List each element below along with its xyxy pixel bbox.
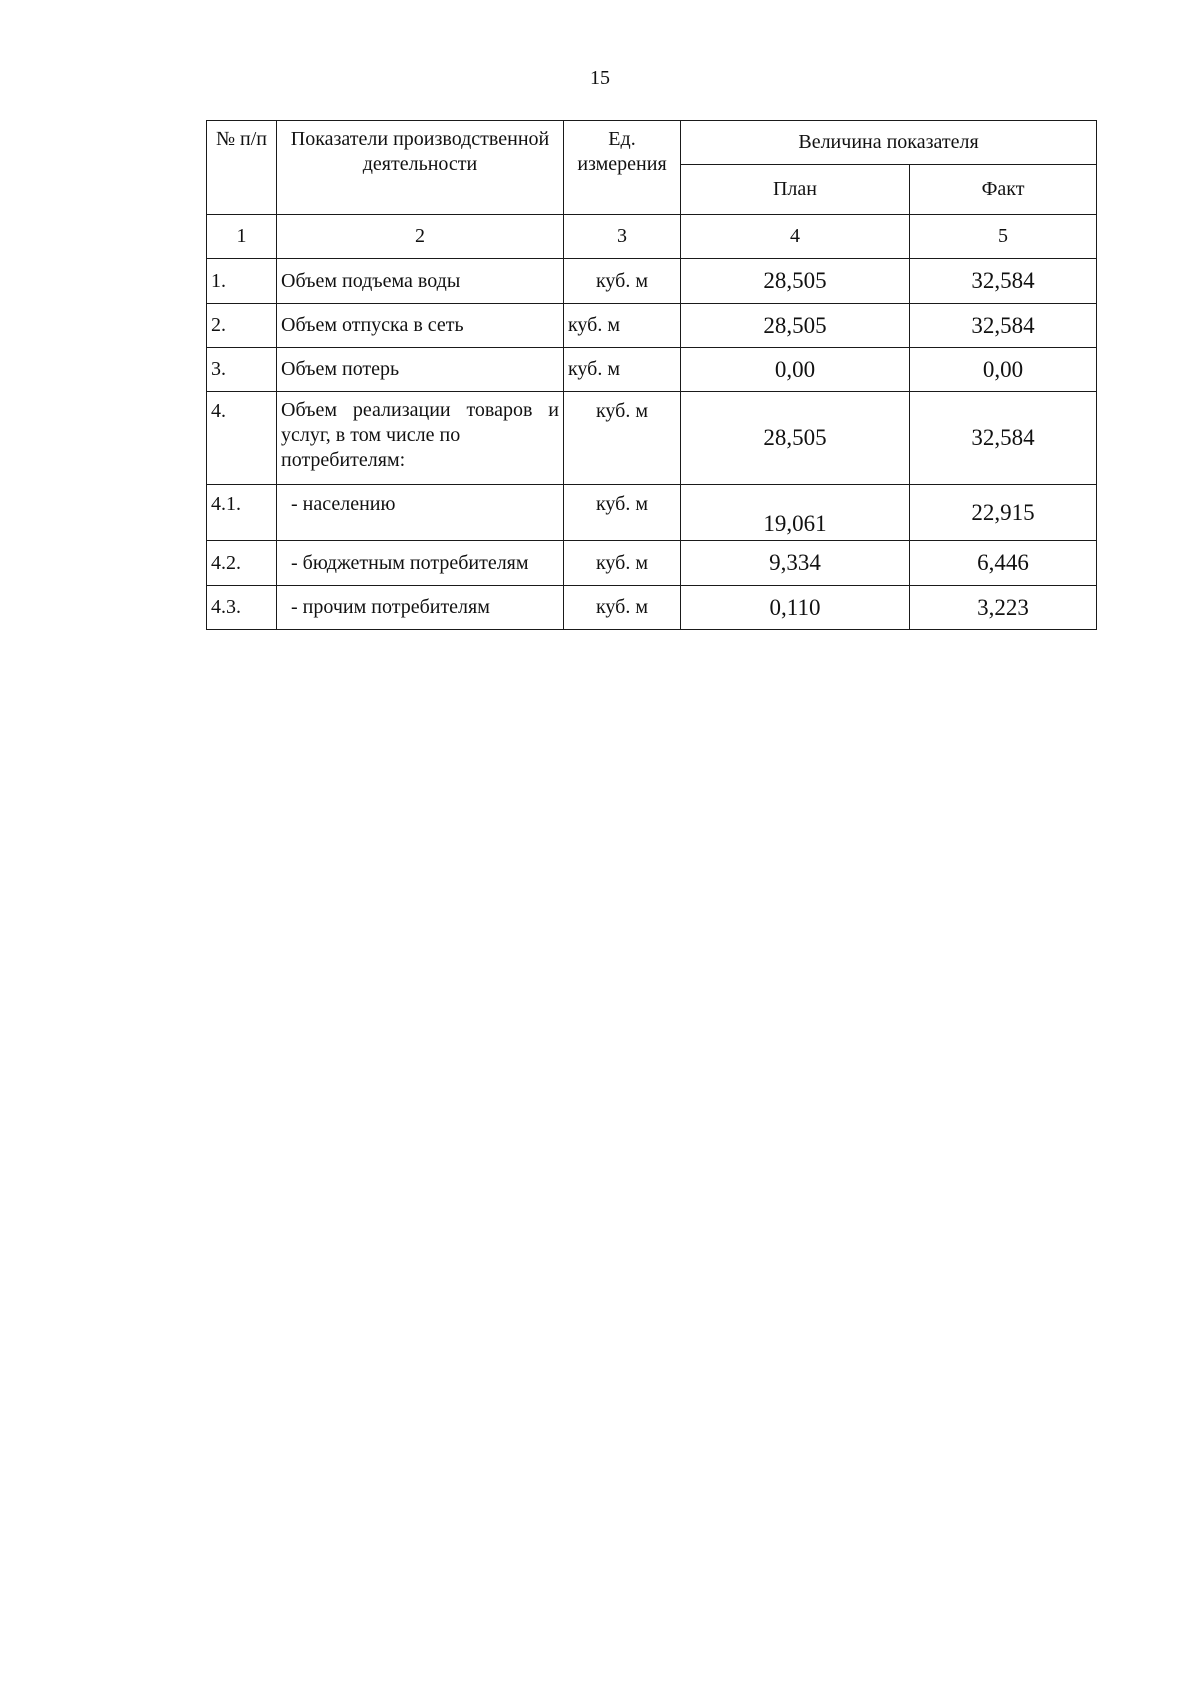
- header-num: № п/п: [207, 121, 277, 215]
- column-number: 3: [564, 215, 681, 259]
- row-plan: 9,334: [681, 541, 910, 586]
- row-plan: 19,061: [681, 485, 910, 541]
- row-unit: куб. м: [564, 541, 681, 586]
- header-indicator: Показатели производственной деятельности: [277, 121, 564, 215]
- row-num: 2.: [207, 304, 277, 348]
- column-number-row: [207, 215, 1097, 259]
- row-num: 4.3.: [207, 586, 277, 630]
- page-number: 15: [590, 67, 610, 89]
- row-num: 4.1.: [207, 485, 277, 541]
- row-indicator: - прочим потребителям: [277, 586, 564, 630]
- row-num: 4.2.: [207, 541, 277, 586]
- table-row: [207, 586, 1097, 630]
- row-unit: куб. м: [564, 392, 681, 485]
- column-number: 2: [277, 215, 564, 259]
- table-row: [207, 304, 1097, 348]
- row-unit: куб. м: [564, 586, 681, 630]
- table-row: [207, 392, 1097, 485]
- production-indicators-table: [206, 120, 1097, 630]
- column-number: 1: [207, 215, 277, 259]
- table-row: [207, 348, 1097, 392]
- row-fact: 32,584: [910, 259, 1097, 304]
- table-row: [207, 485, 1097, 541]
- row-indicator: Объем потерь: [277, 348, 564, 392]
- row-indicator: - бюджетным потребителям: [277, 541, 564, 586]
- header-plan: План: [681, 165, 910, 215]
- row-fact: 32,584: [910, 392, 1097, 485]
- row-fact: 6,446: [910, 541, 1097, 586]
- row-fact: 3,223: [910, 586, 1097, 630]
- row-num: 1.: [207, 259, 277, 304]
- row-plan: 28,505: [681, 259, 910, 304]
- table-row: [207, 541, 1097, 586]
- column-number: 4: [681, 215, 910, 259]
- header-value: Величина показателя: [681, 121, 1097, 165]
- row-unit: куб. м: [564, 348, 681, 392]
- table-header-row: [207, 121, 1097, 165]
- row-indicator: Объем отпуска в сеть: [277, 304, 564, 348]
- table-row: [207, 259, 1097, 304]
- header-unit: Ед. измерения: [564, 121, 681, 215]
- row-plan: 0,00: [681, 348, 910, 392]
- row-indicator: - населению: [277, 485, 564, 541]
- row-num: 4.: [207, 392, 277, 485]
- row-unit: куб. м: [564, 485, 681, 541]
- header-fact: Факт: [910, 165, 1097, 215]
- row-fact: 0,00: [910, 348, 1097, 392]
- row-indicator: Объем подъема воды: [277, 259, 564, 304]
- row-num: 3.: [207, 348, 277, 392]
- row-plan: 0,110: [681, 586, 910, 630]
- row-fact: 22,915: [910, 485, 1097, 541]
- row-plan: 28,505: [681, 304, 910, 348]
- row-fact: 32,584: [910, 304, 1097, 348]
- row-indicator: Объем реализации товаров и услуг, в том числе по потребителям:: [277, 392, 564, 485]
- row-plan: 28,505: [681, 392, 910, 485]
- row-unit: куб. м: [564, 304, 681, 348]
- column-number: 5: [910, 215, 1097, 259]
- row-unit: куб. м: [564, 259, 681, 304]
